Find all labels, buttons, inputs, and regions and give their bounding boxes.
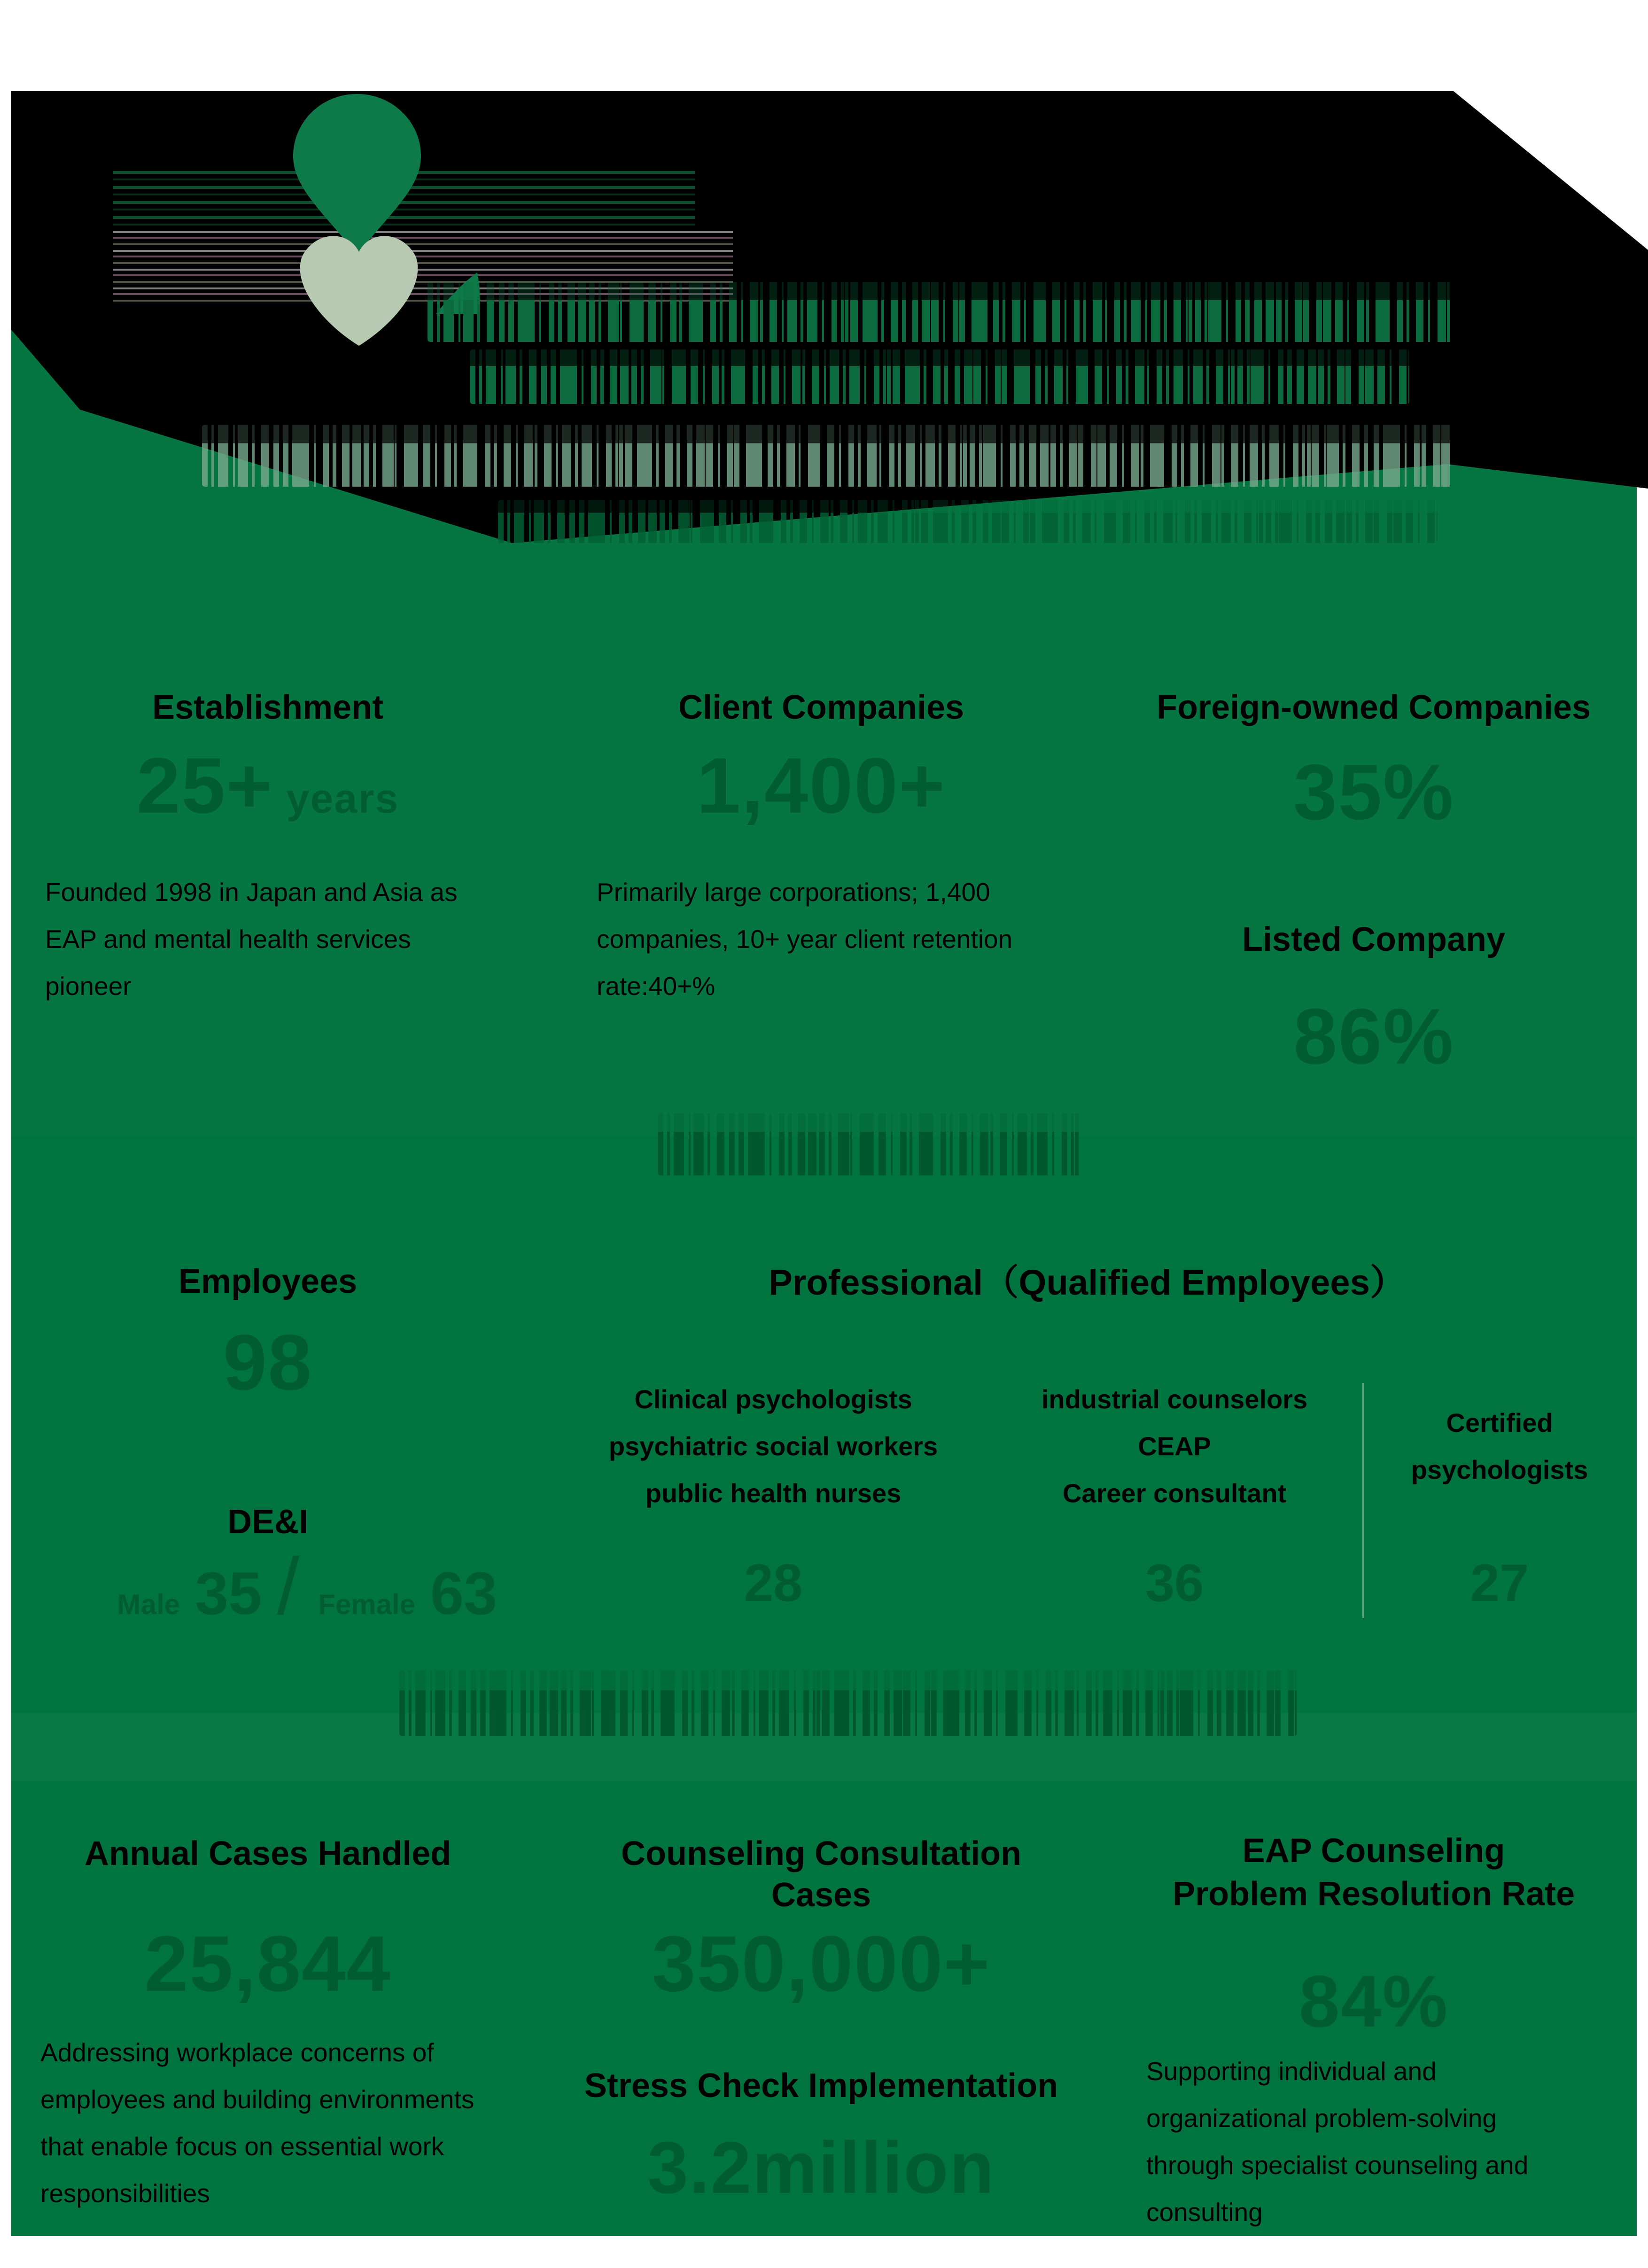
garbled-section-heading-1	[658, 1113, 1081, 1175]
qualification-line: industrial counselors	[1041, 1385, 1308, 1414]
foreign-owned-value	[1111, 747, 1637, 838]
establishment-number: 25+	[136, 741, 273, 830]
resolution-rate-value	[1111, 1959, 1637, 2044]
dei-male-value: 35	[195, 1560, 262, 1627]
client-companies-heading: Client Companies	[678, 688, 964, 726]
dei-female-label: Female	[318, 1590, 415, 1621]
listed-company-value	[1111, 991, 1637, 1082]
qualification-line: psychologists	[1411, 1455, 1588, 1484]
qualification-count-1: 28	[744, 1553, 803, 1612]
client-companies-description: Primarily large corporations; 1,400 companies, 10+ year client retention rate:40+%	[597, 878, 1013, 1001]
annual-cases-description: Addressing workplace concerns of employees and building environments that enable focus on essential work responsibilities	[40, 2038, 474, 2208]
counseling-cases-number: 350,000+	[652, 1919, 991, 2008]
establishment-suffix: years	[286, 776, 399, 822]
foreign-owned-number: 35%	[1293, 748, 1454, 836]
dei-female-value: 63	[430, 1560, 498, 1627]
employees-value	[42, 1317, 493, 1408]
establishment-heading: Establishment	[152, 688, 384, 726]
establishment-value	[42, 740, 493, 831]
annual-cases-number: 25,844	[144, 1919, 391, 2008]
listed-company-heading: Listed Company	[1242, 920, 1506, 958]
qualification-line: psychiatric social workers	[608, 1432, 938, 1461]
professional-heading: Professional（Qualified Employees）	[769, 1264, 1406, 1303]
annual-cases-value	[42, 1918, 493, 2010]
counseling-cases-heading: Counseling Consultation Cases	[621, 1834, 1021, 1914]
qualification-line: Certified	[1446, 1408, 1553, 1437]
logo-leaf-icon	[297, 224, 421, 348]
qualification-count-2: 36	[1145, 1553, 1204, 1612]
dei-separator: /	[277, 1542, 300, 1632]
qualification-group-3	[1377, 1400, 1622, 1494]
qualification-line: Career consultant	[1062, 1479, 1287, 1508]
stress-check-heading: Stress Check Implementation	[584, 2066, 1058, 2105]
employees-heading: Employees	[178, 1262, 358, 1300]
resolution-rate-heading-line-2: Problem Resolution Rate	[1172, 1874, 1575, 1913]
dei-male-label: Male	[117, 1590, 180, 1621]
stress-check-number: 3.2million	[647, 2126, 995, 2209]
garbled-title-line-2	[470, 350, 1409, 404]
client-companies-number: 1,400+	[696, 741, 946, 830]
employees-number: 98	[223, 1318, 313, 1406]
client-companies-value	[596, 740, 1047, 831]
qualification-count-3: 27	[1470, 1553, 1529, 1612]
qualification-group-1	[557, 1376, 989, 1517]
stress-check-value	[577, 2125, 1065, 2211]
resolution-rate-description: Supporting individual and organizational problem-solving through specialist counseling and consulting	[1146, 2057, 1529, 2227]
dei-heading: DE&I	[227, 1502, 308, 1541]
annual-cases-heading: Annual Cases Handled	[84, 1834, 451, 1872]
garbled-subtitle-line-1	[202, 425, 1452, 487]
resolution-rate-number: 84%	[1298, 1960, 1449, 2043]
qualification-group-2	[987, 1376, 1362, 1517]
garbled-section-heading-2	[399, 1670, 1297, 1736]
counseling-cases-value	[577, 1918, 1065, 2010]
qualification-line: CEAP	[1138, 1432, 1211, 1461]
garbled-subtitle-line-2	[498, 500, 1438, 543]
resolution-rate-heading	[1111, 1829, 1637, 1916]
dei-values	[42, 1541, 568, 1634]
qualification-line: public health nurses	[645, 1479, 902, 1508]
listed-company-number: 86%	[1293, 992, 1454, 1080]
foreign-owned-heading: Foreign-owned Companies	[1156, 688, 1591, 726]
resolution-rate-heading-line-1: EAP Counseling	[1242, 1831, 1505, 1870]
garbled-title-line-1	[428, 282, 1452, 342]
column-divider	[1362, 1383, 1364, 1618]
qualification-line: Clinical psychologists	[634, 1385, 912, 1414]
establishment-description: Founded 1998 in Japan and Asia as EAP and mental health services pioneer	[45, 878, 458, 1001]
